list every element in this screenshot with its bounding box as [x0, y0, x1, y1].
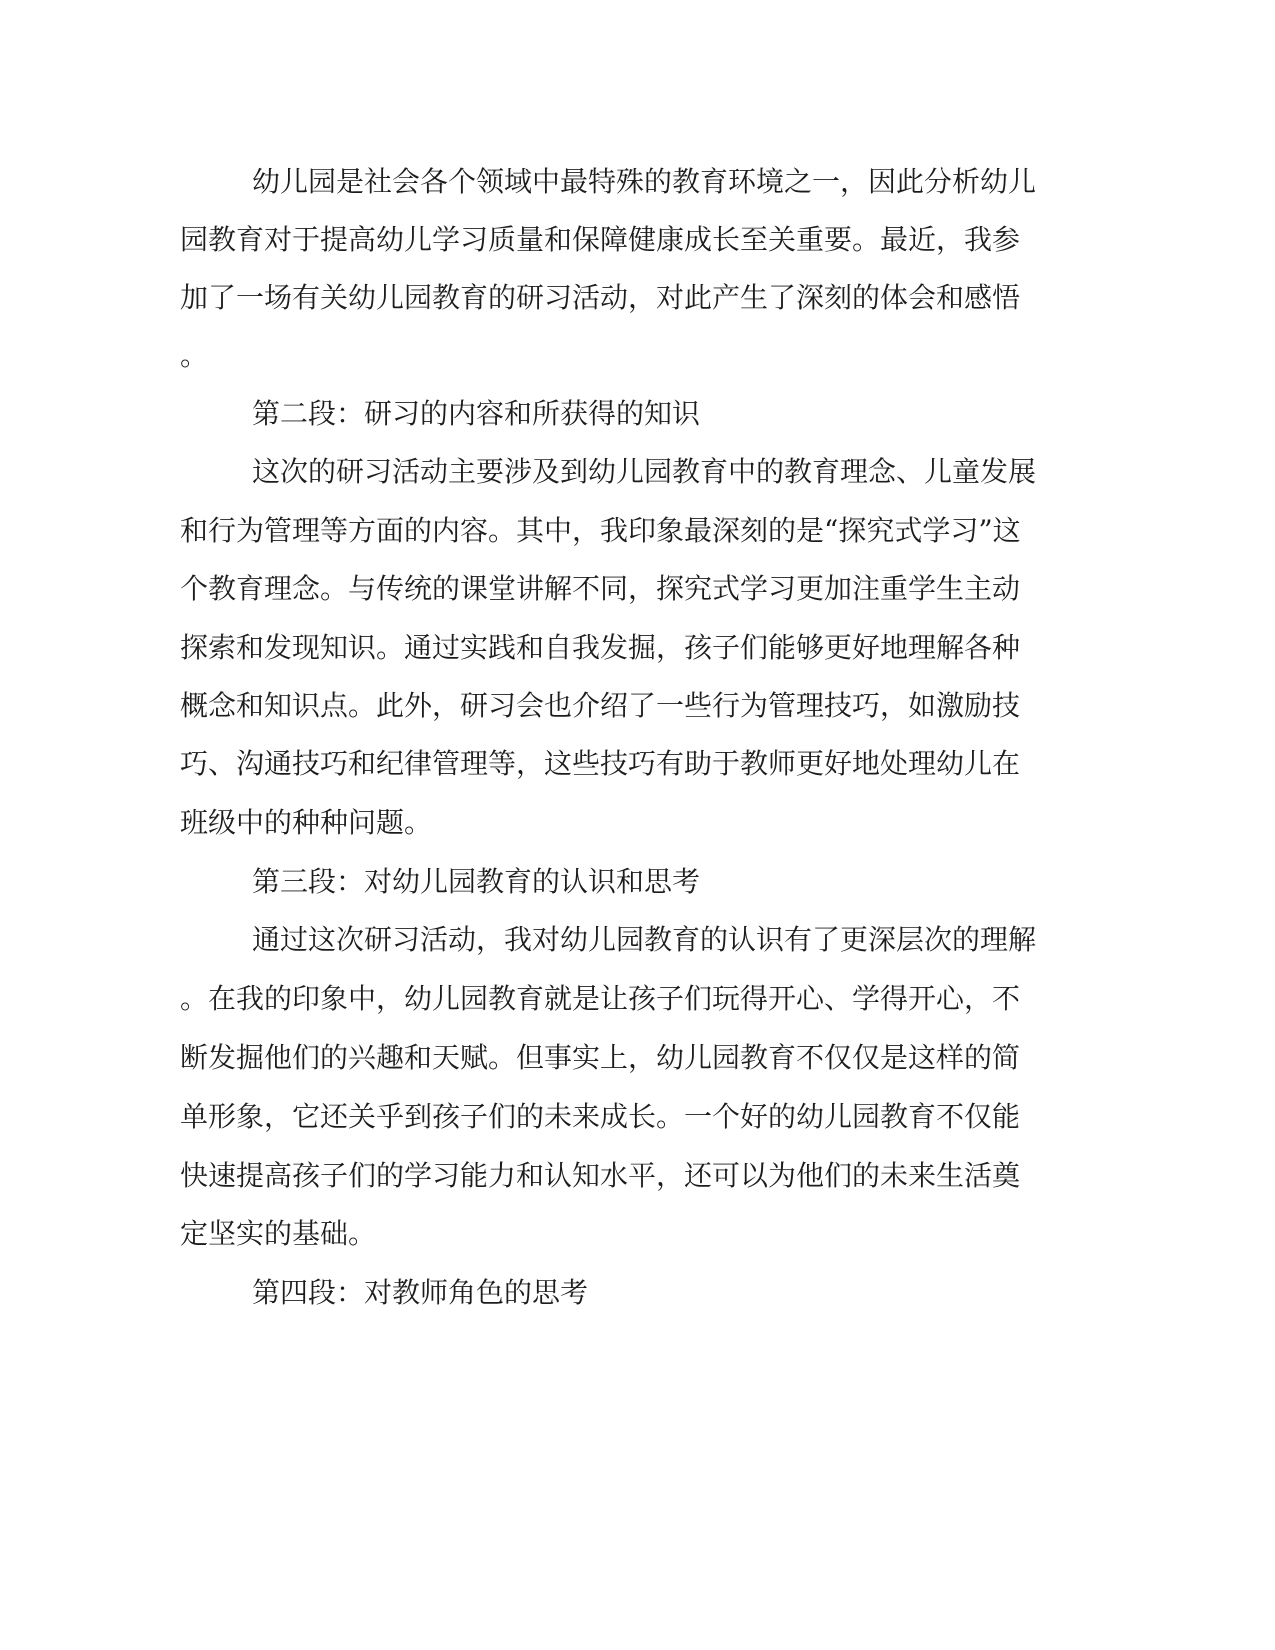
heading-section-3: 第三段：对幼儿园教育的认识和思考	[252, 865, 701, 898]
paragraph-2-line-1: 这次的研习活动主要涉及到幼儿园教育中的教育理念、儿童发展	[252, 455, 1037, 488]
paragraph-3-line-4: 单形象，它还关乎到孩子们的未来成长。一个好的幼儿园教育不仅能	[180, 1100, 1021, 1133]
paragraph-1-line-2: 园教育对于提高幼儿学习质量和保障健康成长至关重要。最近，我参	[180, 223, 1021, 256]
heading-section-2: 第二段：研习的内容和所获得的知识	[252, 397, 701, 430]
paragraph-1-line-4: 。	[180, 339, 209, 372]
paragraph-3-line-6: 定坚实的基础。	[180, 1217, 377, 1250]
paragraph-3-line-2: 。在我的印象中，幼儿园教育就是让孩子们玩得开心、学得开心，不	[180, 982, 1021, 1015]
paragraph-2-line-2: 和行为管理等方面的内容。其中，我印象最深刻的是“探究式学习”这	[180, 514, 1021, 547]
paragraph-2-line-7: 班级中的种种问题。	[180, 806, 433, 839]
paragraph-3-line-5: 快速提高孩子们的学习能力和认知水平，还可以为他们的未来生活奠	[180, 1159, 1021, 1192]
heading-section-4: 第四段：对教师角色的思考	[252, 1276, 589, 1309]
paragraph-3-line-3: 断发掘他们的兴趣和天赋。但事实上，幼儿园教育不仅仅是这样的简	[180, 1041, 1021, 1074]
paragraph-1-line-3: 加了一场有关幼儿园教育的研习活动，对此产生了深刻的体会和感悟	[180, 281, 1021, 314]
paragraph-1-line-1: 幼儿园是社会各个领域中最特殊的教育环境之一，因此分析幼儿	[252, 165, 1037, 198]
paragraph-3-line-1: 通过这次研习活动，我对幼儿园教育的认识有了更深层次的理解	[252, 923, 1037, 956]
paragraph-2-line-3: 个教育理念。与传统的课堂讲解不同，探究式学习更加注重学生主动	[180, 572, 1021, 605]
paragraph-2-line-6: 巧、沟通技巧和纪律管理等，这些技巧有助于教师更好地处理幼儿在	[180, 747, 1021, 780]
paragraph-2-line-5: 概念和知识点。此外，研习会也介绍了一些行为管理技巧，如激励技	[180, 689, 1021, 722]
paragraph-2-line-4: 探索和发现知识。通过实践和自我发掘，孩子们能够更好地理解各种	[180, 631, 1021, 664]
